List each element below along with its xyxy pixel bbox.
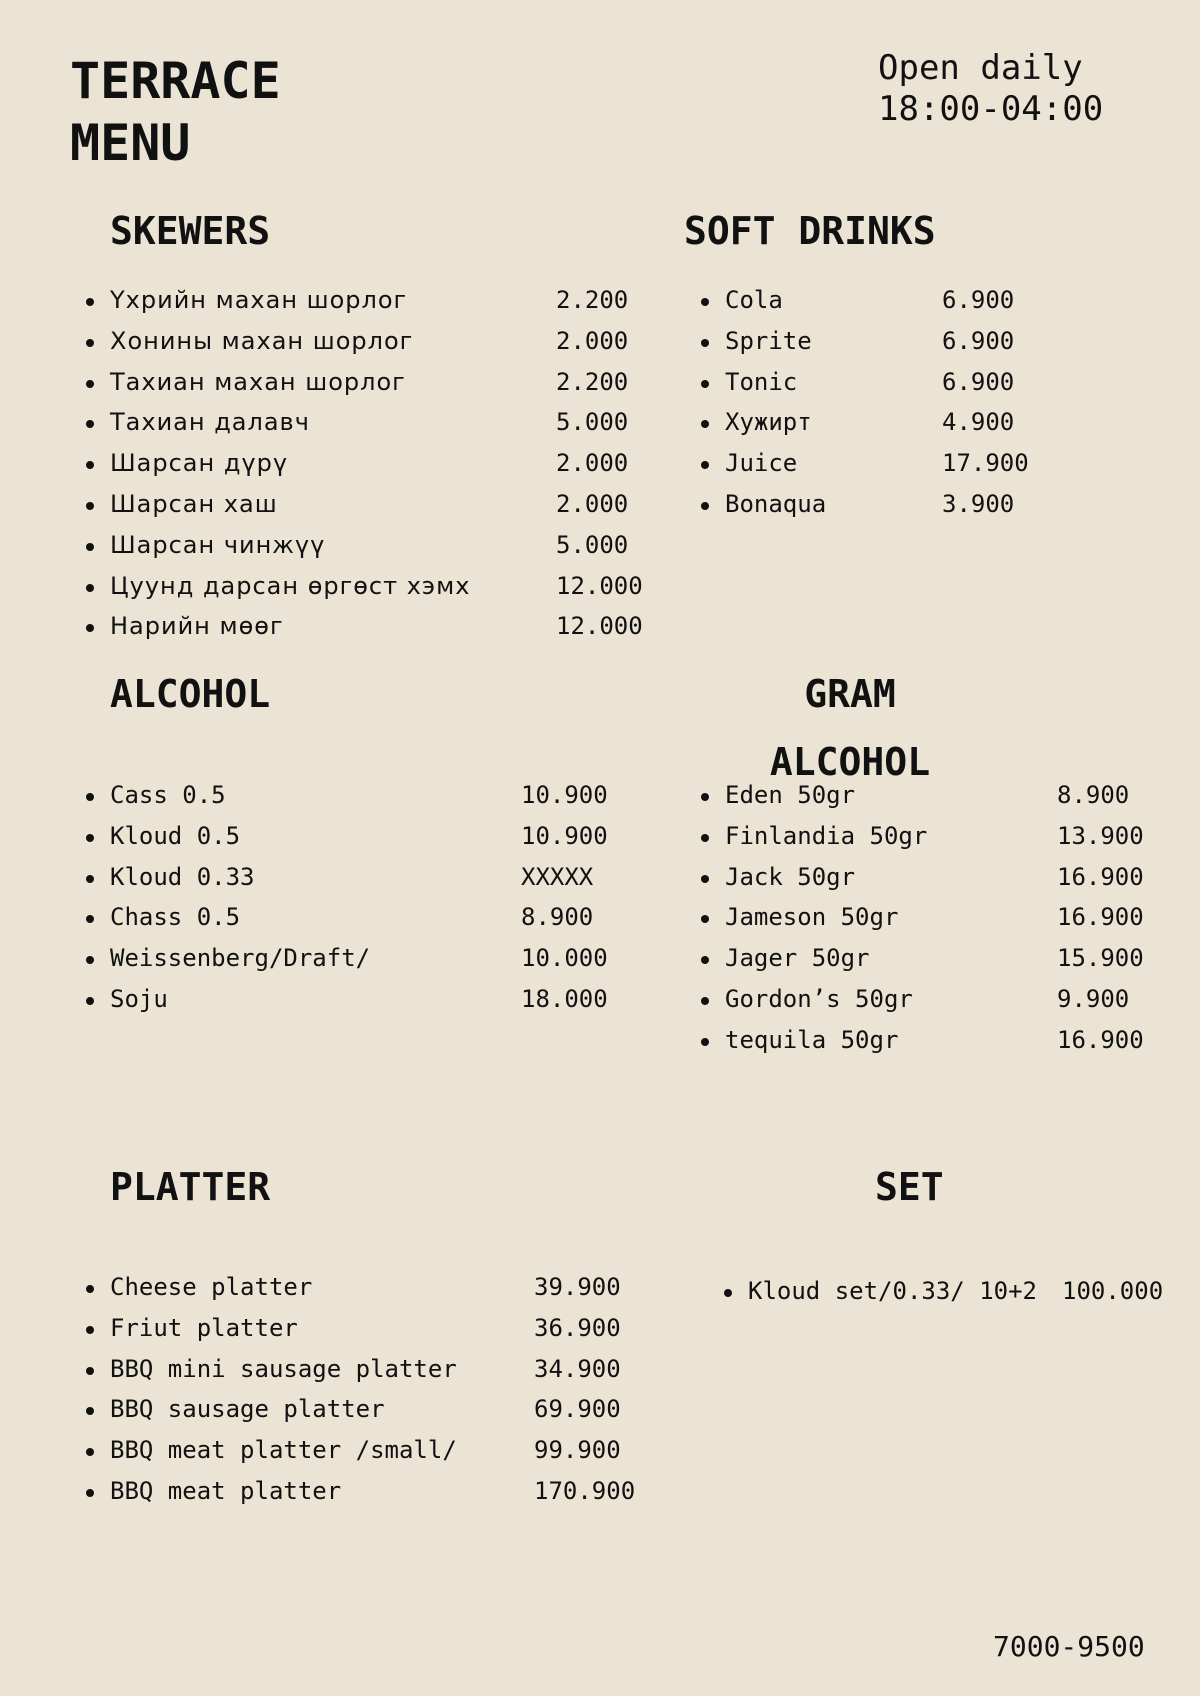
menu-item-name: Jager 50gr bbox=[725, 944, 870, 973]
menu-item-name: tequila 50gr bbox=[725, 1025, 899, 1054]
menu-item-name: BBQ mini sausage platter bbox=[110, 1354, 457, 1383]
menu-item bbox=[80, 280, 660, 321]
section-title-skewers: SKEWERS bbox=[110, 209, 271, 253]
menu-item-name: Kloud 0.33 bbox=[110, 862, 255, 891]
menu-item-price: XXXXX bbox=[521, 862, 594, 891]
menu-item-name: Finlandia 50gr bbox=[725, 821, 928, 850]
menu-item bbox=[80, 897, 640, 938]
menu-item-price: 12.000 bbox=[556, 612, 643, 641]
menu-item bbox=[80, 1267, 670, 1308]
menu-item-price: 99.900 bbox=[534, 1436, 621, 1465]
menu-item-name: Kloud set/0.33/ 10+2 bbox=[748, 1277, 1037, 1305]
menu-item-name: Хужирт bbox=[725, 408, 812, 437]
gram-alcohol-title-line-2: ALCOHOL bbox=[769, 740, 931, 784]
menu-item bbox=[80, 443, 660, 484]
menu-item-name: Тахиан махан шорлог bbox=[110, 367, 406, 396]
menu-item-price: 2.200 bbox=[556, 367, 629, 396]
menu-item-name: Jameson 50gr bbox=[725, 903, 899, 932]
menu-item-price: 13.900 bbox=[1057, 821, 1144, 850]
menu-item bbox=[80, 938, 640, 979]
menu-item-name: Шарсан хаш bbox=[110, 489, 278, 518]
menu-item-name: Тахиан далавч bbox=[110, 408, 310, 437]
menu-item-price: 10.000 bbox=[521, 944, 608, 973]
menu-item-name: Eden 50gr bbox=[725, 781, 856, 809]
title-line-1: TERRACE bbox=[70, 52, 281, 110]
menu-item-price: 2.000 bbox=[556, 326, 629, 355]
menu-item bbox=[695, 484, 1075, 525]
menu-item-name: Cheese platter bbox=[110, 1273, 313, 1301]
menu-item-price: 15.900 bbox=[1057, 944, 1144, 973]
phone-number: 7000-9500 bbox=[993, 1630, 1145, 1663]
menu-item-name: Шарсан дүрү bbox=[110, 449, 289, 478]
menu-item bbox=[695, 443, 1075, 484]
menu-item-name: Soju bbox=[110, 984, 168, 1013]
menu-item-price: 16.900 bbox=[1057, 1025, 1144, 1054]
menu-item-price: 34.900 bbox=[534, 1354, 621, 1383]
menu-item-price: 3.900 bbox=[942, 489, 1015, 518]
menu-item bbox=[695, 1020, 1175, 1061]
menu-item bbox=[80, 321, 660, 362]
menu-item bbox=[80, 484, 660, 525]
menu-item-price: 6.900 bbox=[942, 367, 1015, 396]
menu-item-name: Cass 0.5 bbox=[110, 781, 226, 809]
title-line-2: MENU bbox=[70, 114, 191, 172]
menu-item-name: Цуунд дарсан өргөст хэмх bbox=[110, 571, 471, 600]
menu-item-price: 10.900 bbox=[521, 781, 608, 809]
gram-alcohol-list bbox=[695, 775, 1175, 1061]
opening-hours bbox=[878, 48, 1103, 130]
menu-item bbox=[695, 938, 1175, 979]
menu-item-price: 4.900 bbox=[942, 408, 1015, 437]
menu-item-name: Friut platter bbox=[110, 1313, 298, 1342]
menu-item-price: 5.000 bbox=[556, 408, 629, 437]
set-list bbox=[718, 1271, 1198, 1312]
menu-item bbox=[695, 321, 1075, 362]
section-title-alcohol: ALCOHOL bbox=[110, 672, 271, 716]
menu-item bbox=[695, 775, 1175, 816]
menu-item-name: Jack 50gr bbox=[725, 862, 856, 891]
menu-item-name: Chass 0.5 bbox=[110, 903, 241, 932]
section-title-soft-drinks: SOFT DRINKS bbox=[684, 209, 936, 253]
menu-item bbox=[695, 857, 1175, 898]
platter-list bbox=[80, 1267, 670, 1512]
hours-time: 18:00-04:00 bbox=[878, 89, 1104, 129]
menu-item-price: 10.900 bbox=[521, 821, 608, 850]
menu-item bbox=[80, 525, 660, 566]
menu-item-price: 5.000 bbox=[556, 530, 629, 559]
menu-item bbox=[80, 775, 640, 816]
menu-item bbox=[695, 979, 1175, 1020]
menu-item-price: 2.000 bbox=[556, 449, 629, 478]
menu-item bbox=[695, 280, 1075, 321]
menu-item bbox=[695, 897, 1175, 938]
menu-item-price: 17.900 bbox=[942, 449, 1029, 478]
menu-item-price: 8.900 bbox=[1057, 781, 1130, 809]
menu-item-price: 6.900 bbox=[942, 286, 1015, 314]
gram-alcohol-title-line-1: GRAM bbox=[804, 672, 896, 716]
menu-item bbox=[695, 362, 1075, 403]
section-title-platter: PLATTER bbox=[110, 1165, 271, 1209]
menu-item bbox=[80, 1308, 670, 1349]
menu-item bbox=[80, 566, 660, 607]
menu-item bbox=[80, 1471, 670, 1512]
menu-item bbox=[80, 1389, 670, 1430]
menu-item bbox=[80, 1349, 670, 1390]
menu-item-name: Tonic bbox=[725, 367, 798, 396]
menu-item-price: 18.000 bbox=[521, 984, 608, 1013]
page-title bbox=[70, 50, 281, 174]
menu-item-price: 12.000 bbox=[556, 571, 643, 600]
menu-item-name: Нарийн мөөг bbox=[110, 612, 284, 641]
section-title-set: SET bbox=[875, 1165, 944, 1209]
menu-item-name: BBQ meat platter /small/ bbox=[110, 1436, 457, 1465]
menu-item-name: Weissenberg/Draft/ bbox=[110, 944, 371, 973]
menu-item-name: Шарсан чинжүү bbox=[110, 530, 326, 559]
menu-item-price: 6.900 bbox=[942, 326, 1015, 355]
menu-item bbox=[80, 857, 640, 898]
menu-item bbox=[80, 606, 660, 647]
menu-item bbox=[695, 402, 1075, 443]
menu-item-price: 170.900 bbox=[534, 1476, 636, 1505]
menu-item-name: Kloud 0.5 bbox=[110, 821, 241, 850]
menu-item-price: 100.000 bbox=[1062, 1277, 1164, 1305]
menu-item-price: 2.000 bbox=[556, 489, 629, 518]
menu-item-name: Хонины махан шорлог bbox=[110, 326, 414, 355]
menu-item-name: Sprite bbox=[725, 326, 812, 355]
menu-item-price: 69.900 bbox=[534, 1395, 621, 1424]
menu-item-price: 39.900 bbox=[534, 1273, 621, 1301]
menu-item bbox=[695, 816, 1175, 857]
menu-item-price: 16.900 bbox=[1057, 862, 1144, 891]
menu-item-name: BBQ meat platter bbox=[110, 1476, 342, 1505]
menu-item-price: 16.900 bbox=[1057, 903, 1144, 932]
menu-item bbox=[80, 816, 640, 857]
menu-item bbox=[80, 362, 660, 403]
menu-item-name: Үхрийн махан шорлог bbox=[110, 286, 408, 314]
menu-item-price: 2.200 bbox=[556, 286, 629, 314]
alcohol-list bbox=[80, 775, 640, 1020]
menu-item-name: BBQ sausage platter bbox=[110, 1395, 385, 1424]
menu-item bbox=[718, 1271, 1198, 1312]
menu-item-name: Juice bbox=[725, 449, 798, 478]
menu-item-price: 9.900 bbox=[1057, 984, 1130, 1013]
hours-label: Open daily bbox=[878, 48, 1083, 88]
menu-item-name: Bonaqua bbox=[725, 489, 827, 518]
menu-item-price: 8.900 bbox=[521, 903, 594, 932]
soft-drinks-list bbox=[695, 280, 1075, 525]
menu-item-name: Cola bbox=[725, 286, 783, 314]
menu-item bbox=[80, 979, 640, 1020]
menu-item bbox=[80, 402, 660, 443]
skewers-list bbox=[80, 280, 660, 647]
menu-item-price: 36.900 bbox=[534, 1313, 621, 1342]
menu-item-name: Gordon’s 50gr bbox=[725, 984, 913, 1013]
menu-item bbox=[80, 1430, 670, 1471]
